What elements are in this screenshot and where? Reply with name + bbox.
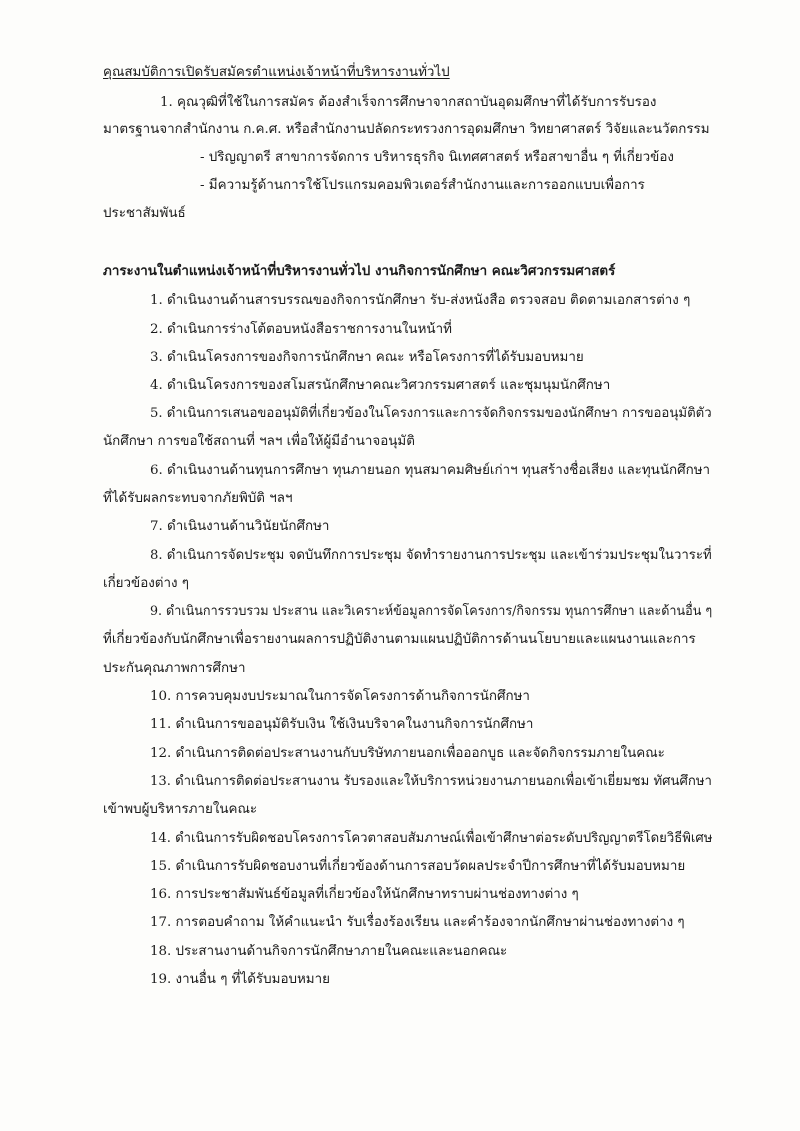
duty-line: 16. การประชาสัมพันธ์ข้อมูลที่เกี่ยวข้องให้นักศึกษาทราบผ่านช่องทางต่าง ๆ [150,887,579,902]
duty-line: 2. ดำเนินการร่างโต้ตอบหนังสือราชการงานในหน้าที่ [150,322,452,337]
duty-line: 5. ดำเนินการเสนอขออนุมัติที่เกี่ยวข้องในโครงการและการจัดกิจกรรมของนักศึกษา การขออนุมัติตัว [150,406,712,421]
duties-title: ภาระงานในตำแหน่งเจ้าหน้าที่บริหารงานทั่วไป งานกิจการนักศึกษา คณะวิศวกรรมศาสตร์ [103,263,616,279]
duty-line-continued: เข้าพบผู้บริหารภายในคณะ [103,802,258,817]
duty-line: 19. งานอื่น ๆ ที่ได้รับมอบหมาย [150,972,331,987]
duty-line: 13. ดำเนินการติดต่อประสานงาน รับรองและให้บริการหน่วยงานภายนอกเพื่อเข้าเยี่ยมชม ทัศนศึกษา [150,774,712,789]
duty-line: 12. ดำเนินการติดต่อประสานงานกับบริษัทภายนอกเพื่อออกบูธ และจัดกิจกรรมภายในคณะ [150,746,665,761]
duty-line: 3. ดำเนินโครงการของกิจการนักศึกษา คณะ หรือโครงการที่ได้รับมอบหมาย [150,350,584,365]
duty-line-continued: นักศึกษา การขอใช้สถานที่ ฯลฯ เพื่อให้ผู้มีอำนาจอนุมัติ [103,434,415,449]
duty-line: 8. ดำเนินการจัดประชุม จดบันทึกการประชุม จัดทำรายงานการประชุม และเข้าร่วมประชุมในวาระที่ [150,548,712,563]
qualifications-title: คุณสมบัติการเปิดรับสมัครตำแหน่งเจ้าหน้าที่บริหารงานทั่วไป [103,65,450,80]
duty-line: 9. ดำเนินการรวบรวม ประสาน และวิเคราะห์ข้อมูลการจัดโครงการ/กิจกรรม ทุนการศึกษา และด้านอื่น ๆ [150,604,713,619]
duty-line-continued: ที่เกี่ยวข้องกับนักศึกษาเพื่อรายงานผลการปฏิบัติงานตามแผนปฏิบัติการด้านนโยบายและแผนงานและการ [103,632,696,647]
duty-line: 6. ดำเนินงานด้านทุนการศึกษา ทุนภายนอก ทุนสมาคมศิษย์เก่าฯ ทุนสร้างชื่อเสียง และทุนนักศึกษา [150,463,711,478]
qualification-bullet-computer-continued: ประชาสัมพันธ์ [103,206,186,221]
qualification-item-1-continued: มาตรฐานจากสำนักงาน ก.ค.ศ. หรือสำนักงานปลัดกระทรวงการอุดมศึกษา วิทยาศาสตร์ วิจัยและนวัตกรรม [103,122,710,137]
qualification-bullet-degree: - ปริญญาตรี สาขาการจัดการ บริหารธุรกิจ นิเทศศาสตร์ หรือสาขาอื่น ๆ ที่เกี่ยวข้อง [200,150,674,165]
duty-line: 18. ประสานงานด้านกิจการนักศึกษาภายในคณะและนอกคณะ [150,944,508,959]
duty-line: 17. การตอบคำถาม ให้คำแนะนำ รับเรื่องร้องเรียน และคำร้องจากนักศึกษาผ่านช่องทางต่าง ๆ [150,915,685,930]
duty-line: 15. ดำเนินการรับผิดชอบงานที่เกี่ยวข้องด้านการสอบวัดผลประจำปีการศึกษาที่ได้รับมอบหมาย [150,859,686,874]
duty-line: 1. ดำเนินงานด้านสารบรรณของกิจการนักศึกษา รับ-ส่งหนังสือ ตรวจสอบ ติดตามเอกสารต่าง ๆ [150,293,691,308]
duty-line-continued: ประกันคุณภาพการศึกษา [103,661,246,676]
duty-line: 7. ดำเนินงานด้านวินัยนักศึกษา [150,519,330,534]
duty-line: 4. ดำเนินโครงการของสโมสรนักศึกษาคณะวิศวกรรมศาสตร์ และชุมนุมนักศึกษา [150,378,611,393]
duty-line-continued: เกี่ยวข้องต่าง ๆ [103,576,189,591]
qualification-item-1: 1. คุณวุฒิที่ใช้ในการสมัคร ต้องสำเร็จการศึกษาจากสถาบันอุดมศึกษาที่ได้รับการรับรอง [160,95,657,110]
duty-line: 14. ดำเนินการรับผิดชอบโครงการโควตาสอบสัมภาษณ์เพื่อเข้าศึกษาต่อระดับปริญญาตรีโดยวิธีพิเศษ [150,831,713,846]
duty-line: 11. ดำเนินการขออนุมัติรับเงิน ใช้เงินบริจาคในงานกิจการนักศึกษา [150,717,534,732]
qualification-bullet-computer: - มีความรู้ด้านการใช้โปรแกรมคอมพิวเตอร์สำนักงานและการออกแบบเพื่อการ [200,178,645,193]
duty-line: 10. การควบคุมงบประมาณในการจัดโครงการด้านกิจการนักศึกษา [150,689,530,704]
duty-line-continued: ที่ได้รับผลกระทบจากภัยพิบัติ ฯลฯ [103,491,293,506]
